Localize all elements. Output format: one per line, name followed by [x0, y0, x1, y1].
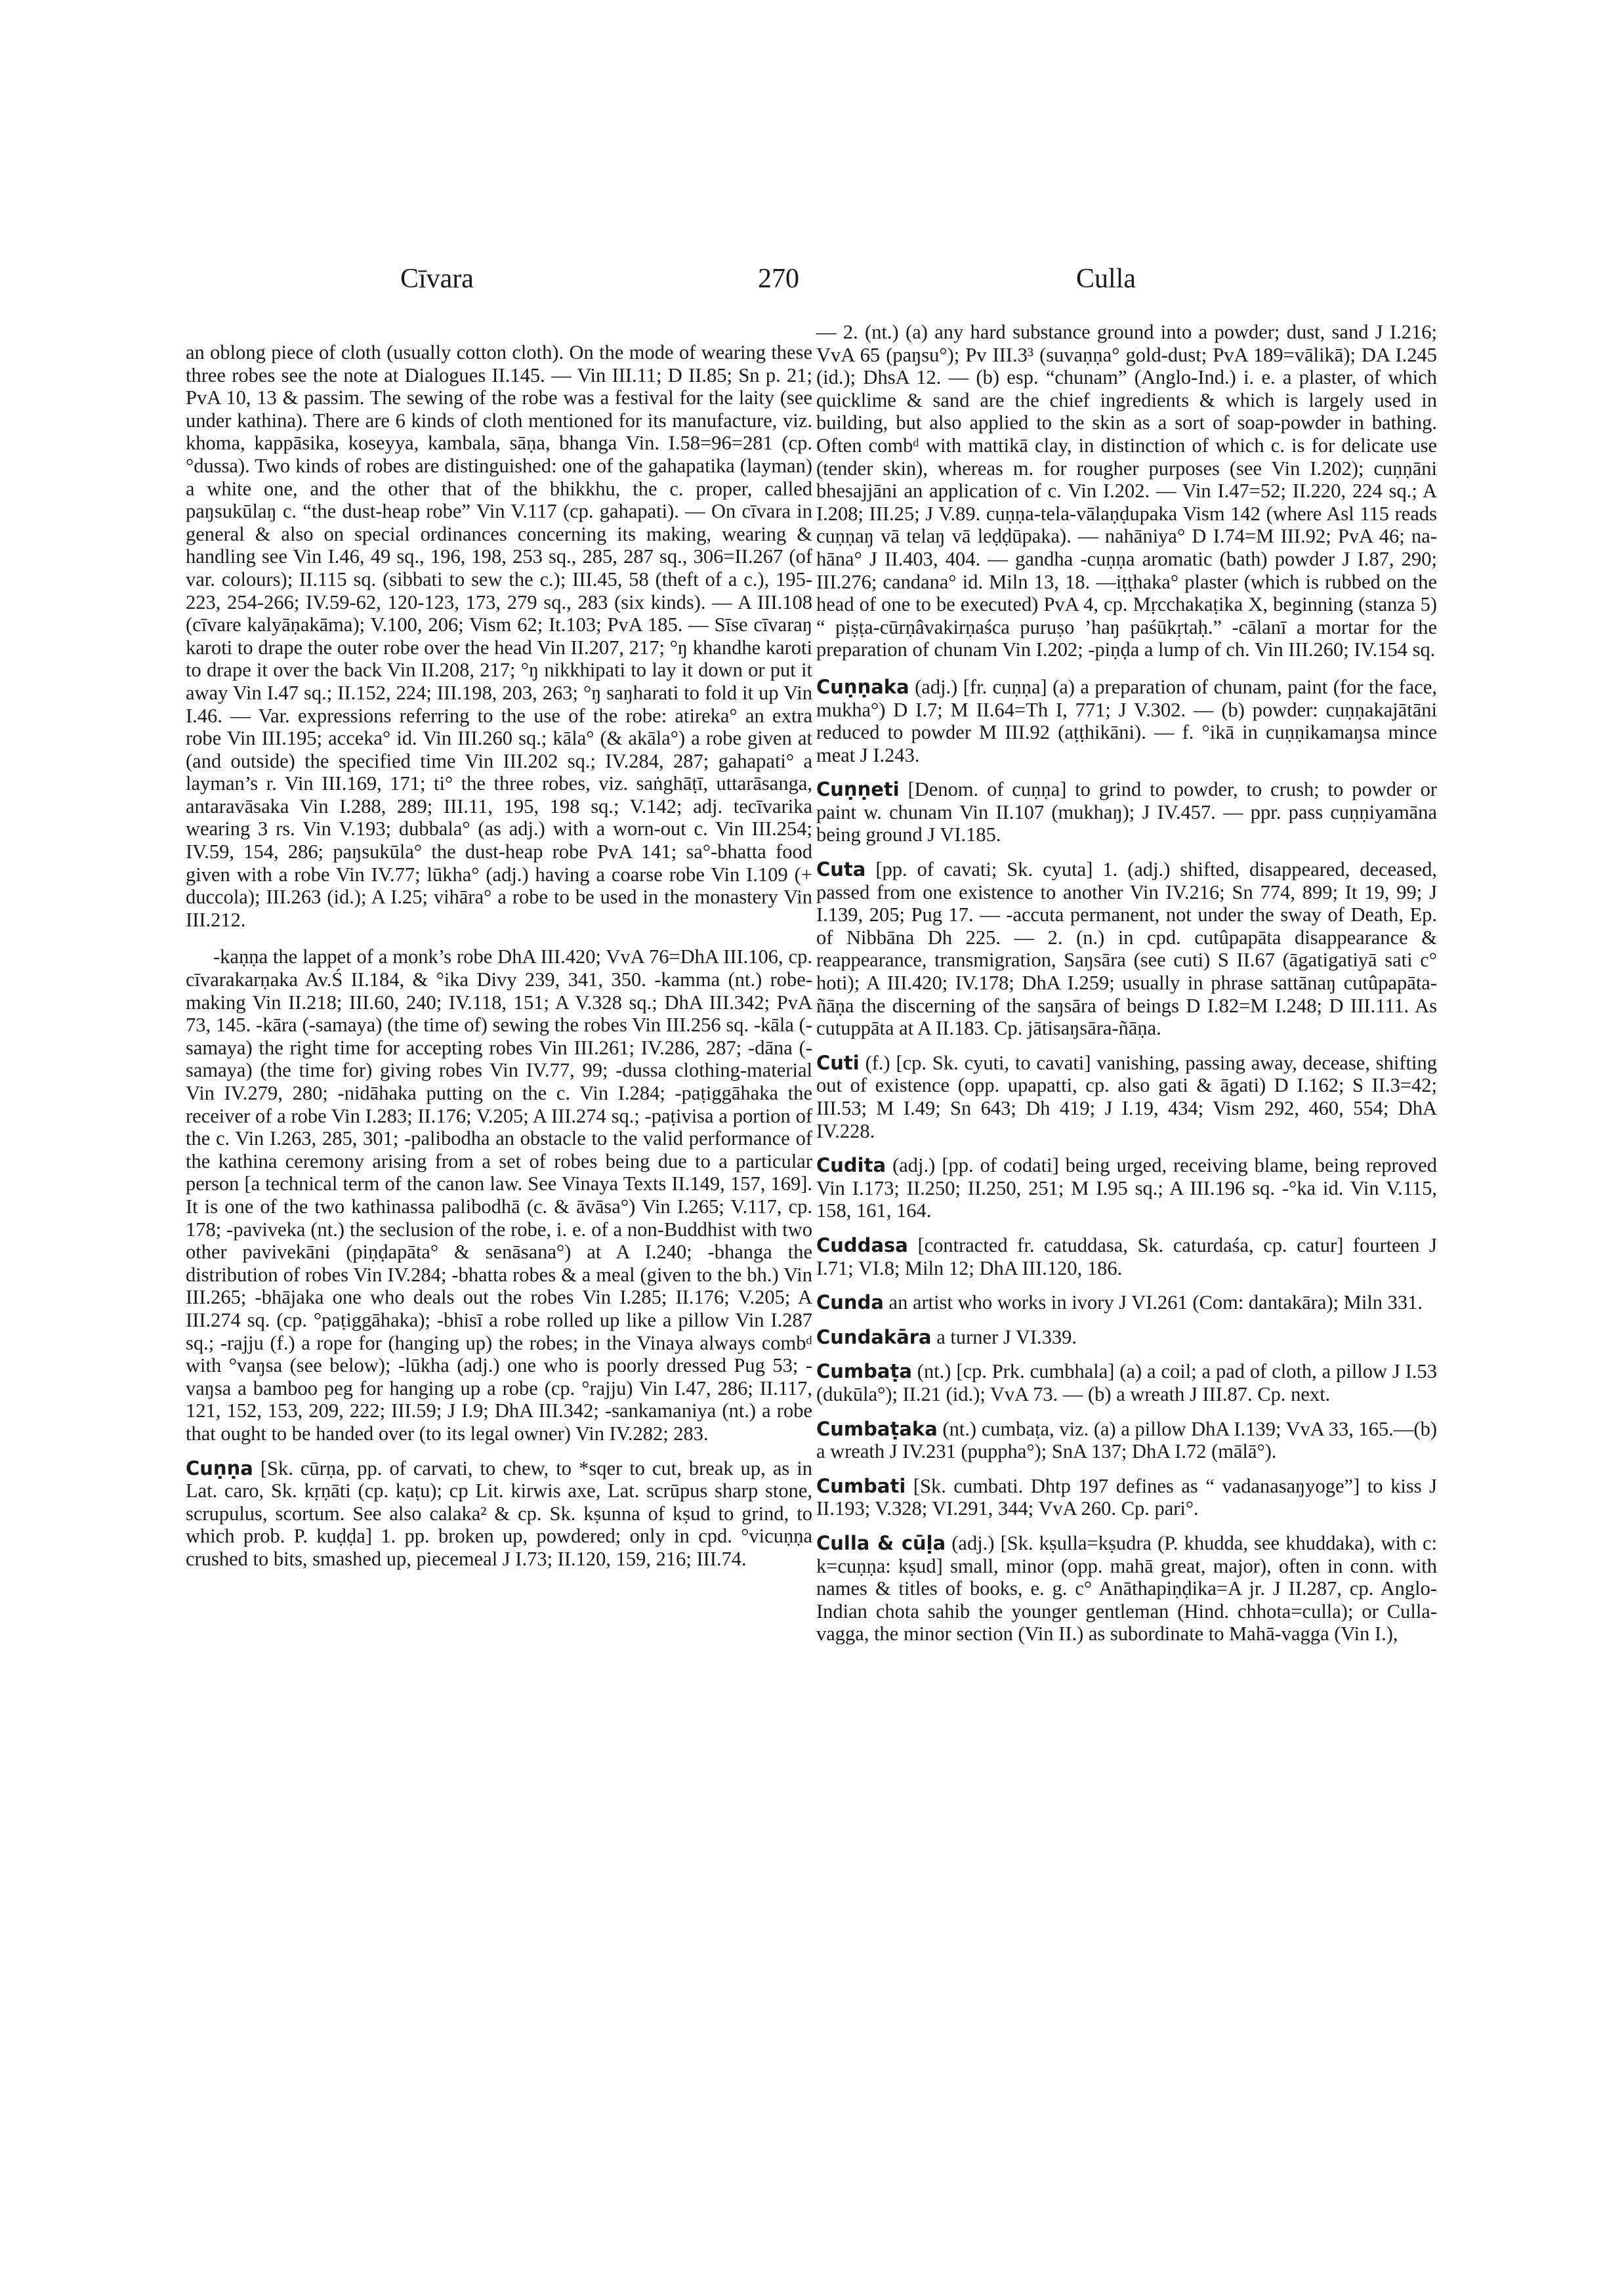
dictionary-entry	[816, 1234, 1437, 1279]
dictionary-entry	[816, 1360, 1437, 1405]
headword: Cumbati	[816, 1474, 906, 1497]
dictionary-entry	[816, 1532, 1437, 1645]
cunna-entry-continuation: — 2. (nt.) (a) any hard substance ground into a powder; dust, sand J I.216; VvA 65 (paŋsu°); Pv III.3³ (suvaṇṇa° gold-dust; PvA 189=vālikā); DA I.245 (id.); DhsA 12. — (b) esp. “chunam” (Anglo-Ind.) i. e. a plaster, of which quicklime & sand are the chief ingredients & which is largely used in building, but also applied to the skin as a sort of soap-powder in bathing. Often combᵈ with mattikā clay, in distinction of which c. is for delicate use (tender skin), whereas m. for rougher purposes (see Vin I.202); cuṇṇāni bhesajjāni an application of c. Vin I.202. — Vin I.47=52; II.220, 224 sq.; A I.208; III.25; J V.89. cuṇṇa-tela-vālaṇḍupaka Vism 142 (where Asl 115 reads cuṇṇaŋ vā telaŋ vā leḍḍūpaka). — nahāniya° D I.74=M III.92; PvA 46; na-hāna° J II.403, 404. — gandha -cuṇṇa aromatic (bath) powder J I.87, 290; III.276; candana° id. Miln 13, 18. —iṭṭhaka° plaster (which is rubbed on the head of one to be executed) PvA 4, cp. Mṛcchakaṭika X, beginning (stanza 5) “ piṣṭa-cūrṇâvakirṇaśca puruṣo ’haŋ paśūkṛtaḥ.” -cālanī a mortar for the preparation of chunam Vin I.202; -piṇḍa a lump of ch. Vin III.260; IV.154 sq.	[816, 321, 1437, 661]
dictionary-entry	[816, 1052, 1437, 1142]
definition: (nt.) [cp. Prk. cumbhala] (a) a coil; a pad of cloth, a pillow J I.53 (dukūla°); II.21 (id.); VvA 73. — (b) a wreath J III.87. Cp. next.	[816, 1360, 1437, 1405]
definition: (adj.) [Sk. kṣulla=kṣudra (P. khudda, see khuddaka), with c: k=cuṇṇa: kṣud] small, minor (opp. mahā great, major), often in conn. with names & titles of books, e. g. c° Anāthapiṇḍika=A jr. J II.287, cp. Anglo-Indian chota sahib the younger gentleman (Hind. chhota=culla); or Culla-vagga, the minor section (Vin II.) as subordinate to Mahā-vagga (Vin I.),	[816, 1531, 1437, 1645]
headword: Cumbaṭaka	[816, 1417, 938, 1440]
headword: Cuddasa	[816, 1233, 908, 1256]
civara-compounds: -kaṇṇa the lappet of a monk’s robe DhA III.420; VvA 76=DhA III.106, cp. cīvarakarṇaka Av.Ś II.184, & °ika Divy 239, 341, 350. -kamma (nt.) robe-making Vin II.218; III.60, 240; IV.118, 151; A V.328 sq.; DhA III.342; PvA 73, 145. -kāra (-samaya) (the time of) sewing the robes Vin III.256 sq. -kāla (-samaya) the right time for accepting robes Vin III.261; IV.286, 287; -dāna (-samaya) (the time for) giving robes Vin IV.77, 99; -dussa clothing-material Vin IV.279, 280; -nidāhaka putting on the c. Vin I.284; -paṭiggāhaka the receiver of a robe Vin I.283; II.176; V.205; A III.274 sq.; -paṭivisa a portion of the c. Vin I.263, 285, 301; -palibodha an obstacle to the valid performance of the kathina ceremony arising from a set of robes being due to a particular person [a technical term of the canon law. See Vinaya Texts II.149, 157, 169]. It is one of the two kathinassa palibodhā (c. & āvāsa°) Vin I.265; V.117, cp. 178; -paviveka (nt.) the seclusion of the robe, i. e. of a non-Buddhist with two other pavivekāni (piṇḍapāta° & senāsana°) at A I.240; -bhanga the distribution of robes Vin IV.284; -bhatta robes & a meal (given to the bh.) Vin III.265; -bhājaka one who deals out the robes Vin I.285; II.176; V.205; A III.274 sq. (cp. °paṭiggāhaka); -bhisī a robe rolled up like a pillow Vin I.287 sq.; -rajju (f.) a rope for (hanging up) the robes; in the Vinaya always combᵈ with °vaŋsa (see below); -lūkha (adj.) one who is poorly dressed Pug 53; -vaŋsa a bamboo peg for hanging up a robe (cp. °rajju) Vin I.47, 286; II.117, 121, 152, 153, 209, 222; III.59; J I.9; DhA III.342; -sankamaniya (nt.) a robe that ought to be handed over (to its legal owner) Vin IV.282; 283.	[186, 945, 812, 1445]
headword: Cumbaṭa	[816, 1360, 912, 1383]
dictionary-entry	[816, 1291, 1437, 1314]
definition: [Sk. cumbati. Dhtp 197 defines as “ vadanasaŋyoge”] to kiss J II.193; V.328; VI.291, 344; VvA 260. Cp. pari°.	[816, 1474, 1437, 1520]
definition: [Denom. of cuṇṇa] to grind to powder, to crush; to powder or paint w. chunam Vin II.107 (mukhaŋ); J IV.457. — ppr. pass cuṇṇiyamāna being ground J VI.185.	[816, 778, 1437, 846]
dictionary-entry	[816, 778, 1437, 846]
headword: Cuṇṇa	[186, 1457, 253, 1479]
definition: an artist who works in ivory J VI.261 (Com: dantakāra); Miln 331.	[883, 1291, 1423, 1314]
headword: Cudita	[816, 1154, 886, 1177]
dictionary-entry	[816, 1475, 1437, 1520]
right-running-head: Culla	[1076, 264, 1136, 294]
left-running-head: Cīvara	[400, 264, 474, 294]
entry-cunna	[186, 1457, 812, 1571]
dictionary-entry	[816, 1418, 1437, 1463]
definition: (f.) [cp. Sk. cyuti, to cavati] vanishing, passing away, decease, shifting out of existence (opp. upapatti, cp. also gati & āgati) D I.162; S II.3=42; III.53; M I.49; Sn 643; Dh 419; J I.19, 434; Vism 292, 460, 554; DhA IV.228.	[816, 1051, 1437, 1142]
definition: [Sk. cūrṇa, pp. of carvati, to chew, to *sqer to cut, break up, as in Lat. caro, Sk. kṛṇāti (cp. kaṭu); cp Lit. kirwis axe, Lat. scrūpus sharp stone, scrupulus, scortum. See also calaka² & cp. Sk. kṣunna of kṣud to grind, to which prob. P. kuḍḍa] 1. pp. broken up, powdered; only in cpd. °vicuṇṇa crushed to bits, smashed up, piecemeal J I.73; II.120, 159, 216; III.74.	[186, 1457, 812, 1570]
dictionary-entry	[816, 1326, 1437, 1349]
right-entries	[816, 676, 1437, 1645]
definition: [contracted fr. catuddasa, Sk. caturdaśa, cp. catur] fourteen J I.71; VI.8; Miln 12; DhA III.120, 186.	[816, 1233, 1437, 1279]
dictionary-entry	[816, 858, 1437, 1040]
definition: (adj.) [pp. of codati] being urged, receiving blame, being reproved Vin I.173; II.250; II.250, 251; M I.95 sq.; A III.196 sq. -°ka id. Vin V.115, 158, 161, 164.	[816, 1154, 1437, 1222]
dictionary-entry	[816, 676, 1437, 766]
definition: (adj.) [fr. cuṇṇa] (a) a preparation of chunam, paint (for the face, mukha°) D I.7; M II.64=Th I, 771; J V.302. — (b) powder: cuṇṇakajātāni reduced to powder M III.92 (aṭṭhikāni). — f. °ikā in cuṇṇikamaŋsa mince meat J I.243.	[816, 675, 1437, 766]
page-number: 270	[758, 264, 799, 294]
headword: Cunda	[816, 1291, 884, 1314]
definition: (nt.) cumbaṭa, viz. (a) a pillow DhA I.139; VvA 33, 165.—(b) a wreath J IV.231 (puppha°); SnA 137; DhA I.72 (mālā°).	[816, 1417, 1437, 1463]
definition: a turner J VI.339.	[931, 1325, 1077, 1348]
headword: Cundakāra	[816, 1325, 932, 1348]
headword: Cuti	[816, 1051, 860, 1074]
dictionary-entry	[816, 1154, 1437, 1222]
headword: Cuṇṇaka	[816, 675, 909, 698]
civara-entry-continuation: an oblong piece of cloth (usually cotton cloth). On the mode of wearing these three robes see the note at Dialogues II.145. — Vin III.11; D II.85; Sn p. 21; PvA 10, 13 & passim. The sewing of the robe was a festival for the laity (see under kathina). There are 6 kinds of cloth mentioned for its manufacture, viz. khoma, kappāsika, koseyya, kambala, sāṇa, bhanga Vin. I.58=96=281 (cp. °dussa). Two kinds of robes are distinguished: one of the gahapatika (layman) a white one, and the other that of the bhikkhu, the c. proper, called paŋsukūlaŋ c. “the dust-heap robe” Vin V.117 (cp. gahapati). — On cīvara in general & also on special ordinances concerning its making, wearing & handling see Vin I.46, 49 sq., 196, 198, 253 sq., 285, 287 sq., 306=II.267 (of var. colours); II.115 sq. (sibbati to sew the c.); III.45, 58 (theft of a c.), 195-223, 254-266; IV.59-62, 120-123, 173, 279 sq., 283 (six kinds). — A III.108 (cīvare kalyāṇakāma); V.100, 206; Vism 62; It.103; PvA 185. — Sīse cīvaraŋ karoti to drape the outer robe over the head Vin II.207, 217; °ŋ khandhe karoti to drape it over the back Vin II.208, 217; °ŋ nikkhipati to lay it down or put it away Vin I.47 sq.; II.152, 224; III.198, 203, 263; °ŋ saŋharati to fold it up Vin I.46. — Var. expressions referring to the use of the robe: atireka° an extra robe Vin III.195; acceka° id. Vin III.260 sq.; kāla° (& akāla°) a robe given at (and outside) the specified time Vin III.202 sq.; IV.284, 287; gahapati° a layman’s r. Vin III.169, 171; ti° the three robes, viz. saṅghāṭī, uttarāsanga, antaravāsaka Vin I.288, 289; III.11, 195, 198 sq.; V.142; adj. tecīvarika wearing 3 rs. Vin V.193; dubbala° (as adj.) with a worn-out c. Vin III.254; IV.59, 154, 286; paŋsukūla° the dust-heap robe PvA 141; sa°-bhatta food given with a robe Vin IV.77; lūkha° (adj.) having a coarse robe Vin I.109 (+ duccola); III.263 (id.); A I.25; vihāra° a robe to be used in the monastery Vin III.212.	[186, 341, 812, 931]
headword: Cuṇṇeti	[816, 778, 900, 801]
headword: Culla & cūḷa	[816, 1531, 946, 1554]
left-column	[186, 341, 812, 1582]
headword: Cuta	[816, 858, 866, 881]
definition: [pp. of cavati; Sk. cyuta] 1. (adj.) shifted, disappeared, deceased, passed from one existence to another Vin IV.216; Sn 774, 899; It 19, 99; J I.139, 205; Pug 17. — -accuta permanent, not under the sway of Death, Ep. of Nibbāna Dh 225. — 2. (n.) in cpd. cutûpapāta disappearance & reappearance, transmigration, Saŋsāra (see cuti) S II.67 (āgatigatiyā sati c° hoti); A III.420; IV.178; DhA I.259; usually in phrase sattānaŋ cutûpapāta-ñāṇa the discerning of the saŋsāra of beings D I.82=M I.248; D III.111. As cutuppāta at A II.183. Cp. jātisaŋsāra-ñāṇa.	[816, 858, 1437, 1040]
right-column	[816, 321, 1437, 1657]
